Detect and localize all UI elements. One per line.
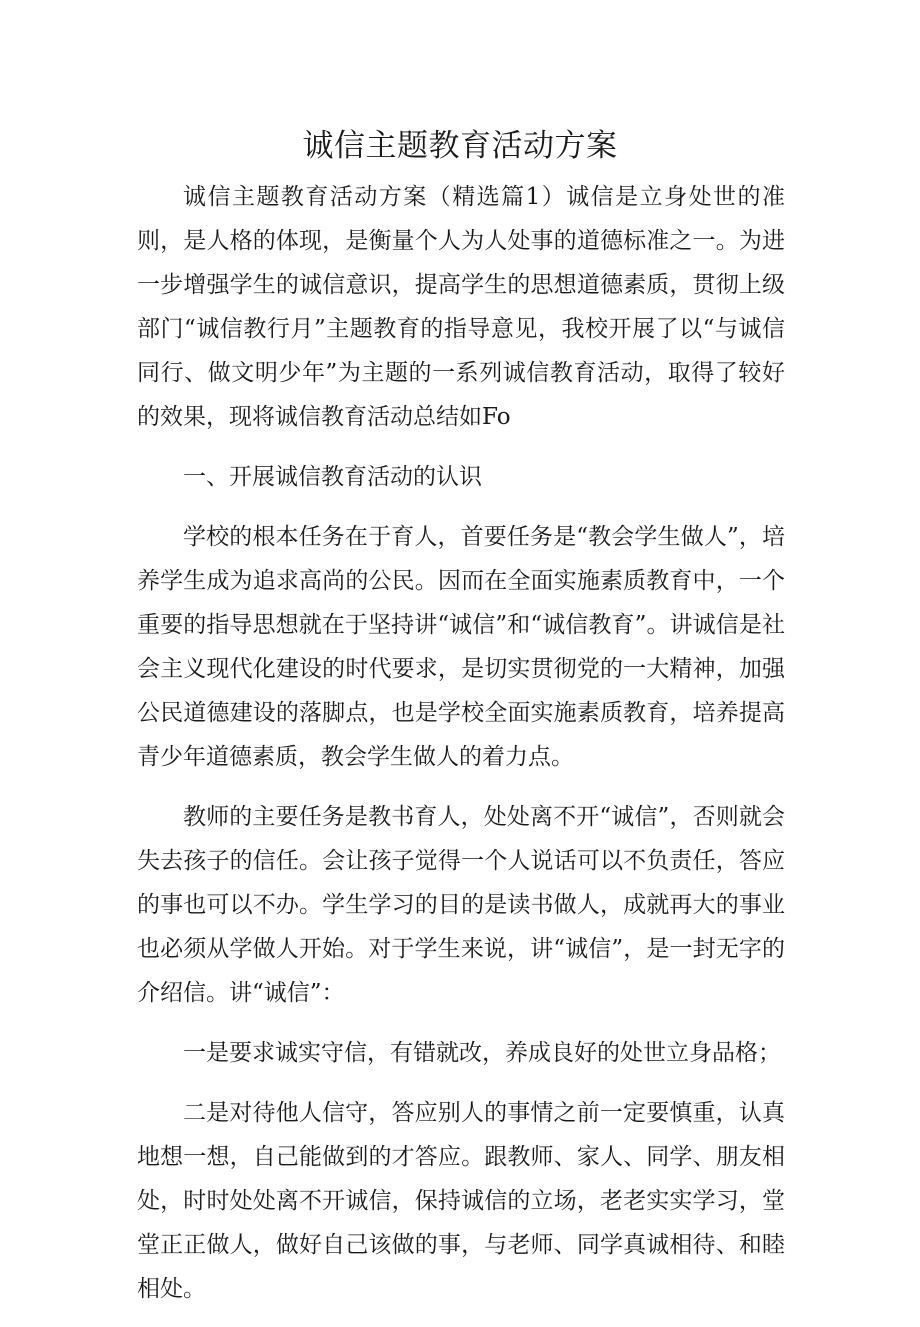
paragraph-intro: 诚信主题教育活动方案（精选篇1）诚信是立身处世的准则，是人格的体现，是衡量个人为人处事的道德标准之一。为进一步增强学生的诚信意识，提高学生的思想道德素质，贯彻上级部门“诚信教行月”主题教育的指导意见，我校开展了以“与诚信同行、做文明少年”为主题的一系列诚信教育活动，取得了较好的效果，现将诚信教育活动总结如Fo: [137, 184, 785, 430]
section-heading-1: 一、开展诚信教育活动的认识: [183, 464, 482, 490]
paragraph-teacher-task: 教师的主要任务是教书育人，处处离不开“诚信”，否则就会失去孩子的信任。会让孩子觉得一个人说话可以不负责任，答应的事也可以不办。学生学习的目的是读书做人，成就再大的事业也必须从学做人开始。对于学生来说，讲“诚信”，是一封无字的介绍信。讲“诚信”：: [137, 804, 785, 1006]
paragraph-point-two: 二是对待他人信守，答应别人的事情之前一定要慎重，认真地想一想，自己能做到的才答应。跟教师、家人、同学、朋友相处，时时处处离不开诚信，保持诚信的立场，老老实实学习，堂堂正正做人，做好自己该做的事，与老师、同学真诚相待、和睦相处。: [137, 1100, 785, 1302]
paragraph-school-mission: 学校的根本任务在于育人，首要任务是“教会学生做人”，培养学生成为追求高尚的公民。因而在全面实施素质教育中，一个重要的指导思想就在于坚持讲“诚信”和“诚信教育”。讲诚信是社会主义现代化建设的时代要求，是切实贯彻党的一大精神，加强公民道德建设的落脚点，也是学校全面实施素质教育，培养提高青少年道德素质，教会学生做人的着力点。: [137, 524, 785, 770]
paragraph-point-one: 一是要求诚实守信，有错就改，养成良好的处世立身品格；: [183, 1040, 781, 1066]
document-body: [137, 175, 785, 1327]
document-title: 诚信主题教育活动方案: [302, 128, 618, 164]
